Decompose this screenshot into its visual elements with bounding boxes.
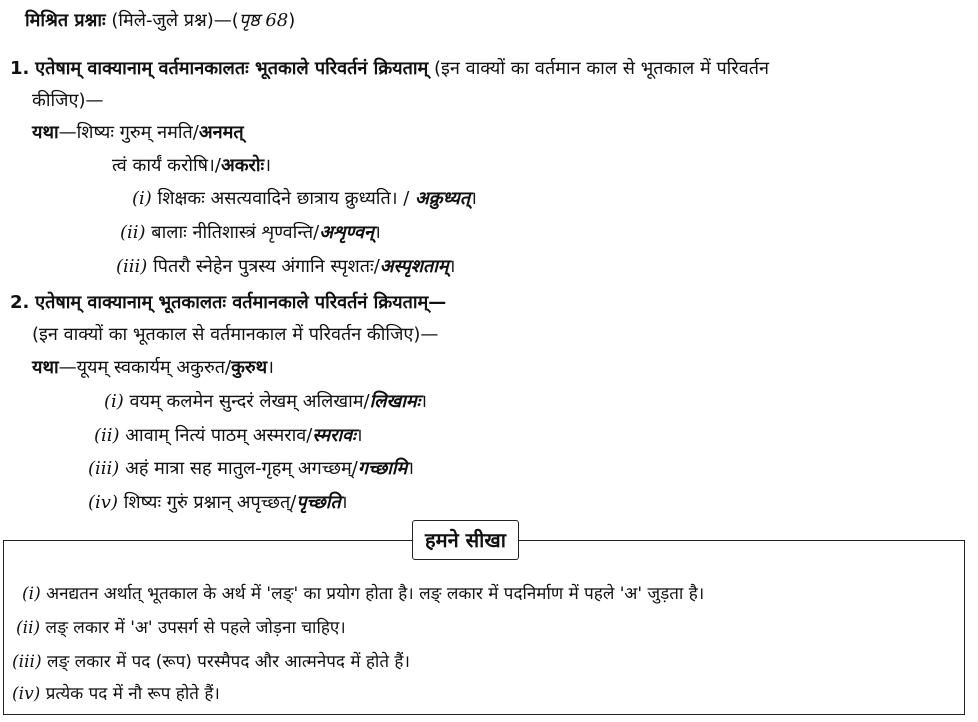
point-text: लङ् लकार में 'अ' उपसर्ग से पहले जोड़ना चाहिए। [45,618,346,638]
q1-example-2-text: त्वं कार्यं करोषि।/ [112,155,221,176]
item-end: । [448,256,456,277]
item-text: शिष्यः गुरुं प्रश्नान् अपृच्छत्/ [123,492,297,513]
q2-example-label: यथा [32,357,59,378]
item-end: । [340,492,348,513]
q1-example-label: यथा [32,122,59,143]
q2-example-text: —यूयम् स्वकार्यम् अकुरुत/ [58,357,232,378]
list-item [116,256,456,279]
item-answer: गच्छामि [357,458,408,479]
item-answer: अस्पृशताम् [379,256,449,277]
item-end: । [374,222,381,243]
item-text: बालाः नीतिशास्त्रं शृण्वन्ति/ [151,222,320,243]
q1-note-a: (इन वाक्यों का वर्तमान काल से भूतकाल में परिवर्तन [434,58,769,79]
q2-example [32,357,274,380]
item-answer: स्मरावः [312,425,356,446]
list-item [120,222,381,245]
item-index: (ii) [94,425,120,446]
item-answer: अशृण्वन् [319,222,375,243]
item-index: (iv) [88,492,118,513]
item-answer: लिखामः [369,391,421,412]
q1-example-2-answer: अकरोः [220,155,265,176]
point-index: (ii) [16,618,41,638]
q1-example-1 [32,122,244,145]
learned-point [12,652,410,673]
q2-title: एतेषाम् वाक्यानाम् भूतकालतः वर्तमानकाले परिवर्तनं क्रियताम्— [35,292,447,313]
item-text: वयम् कलमेन सुन्दरं लेखम् अलिखाम/ [129,391,370,412]
item-end: । [407,458,415,479]
q2-example-answer: कुरुथ [231,357,268,378]
point-index: (iii) [12,652,42,672]
q2-number: 2. [10,292,30,313]
item-end: । [355,425,363,446]
q1-title-line [10,58,769,81]
list-item [88,458,414,481]
heading-page-ref: पृष्ठ 68 [238,10,289,31]
item-index: (iii) [116,256,148,277]
item-index: (i) [132,188,152,209]
heading-sub: (मिले-जुले प्रश्न)—( [111,10,239,31]
q1-title: एतेषाम् वाक्यानाम् वर्तमानकालतः भूतकाले परिवर्तनं क्रियताम् [35,58,429,79]
item-end: । [420,391,428,412]
q2-title-line [10,292,446,315]
item-answer: पृच्छति [296,492,341,513]
q1-number: 1. [10,58,30,79]
item-index: (i) [104,391,124,412]
item-index: (iii) [88,458,120,479]
item-text: अहं मात्रा सह मातुल-गृहम् अगच्छम्/ [125,458,358,479]
q1-example-1-answer: अनमत् [198,122,244,143]
list-item [132,188,477,211]
learned-point [12,684,220,705]
q1-example-2-end: । [264,155,272,176]
heading-label: मिश्रित प्रश्नाः [25,10,106,31]
list-item [88,492,348,515]
q1-example-2 [112,155,271,178]
list-item [104,391,427,414]
q2-example-end: । [267,357,274,378]
q1-note-b: कीजिए)— [32,90,104,111]
point-index: (i) [22,584,41,604]
list-item [94,425,363,448]
section-heading [25,10,295,33]
item-text: शिक्षकः असत्यवादिने छात्राय क्रुध्यति। / [157,188,416,209]
point-text: प्रत्येक पद में नौ रूप होते हैं। [45,684,220,704]
point-text: अनद्यतन अर्थात् भूतकाल के अर्थ में 'लङ्' का प्रयोग होता है। लङ् लकार में पदनिर्माण में पहले 'अ' जुड़ता है। [46,584,705,604]
point-index: (iv) [12,684,41,704]
item-text: पितरौ स्नेहेन पुत्रस्य अंगानि स्पृशतः/ [153,256,380,277]
item-text: आवाम् नित्यं पाठम् अस्मराव/ [125,425,313,446]
learned-point [16,618,346,639]
q1-example-1-text: —शिष्यः गुरुम् नमति/ [58,122,199,143]
item-end: । [470,188,477,209]
q2-note: (इन वाक्यों का भूतकाल से वर्तमानकाल में परिवर्तन कीजिए)— [32,324,439,345]
heading-close: ) [288,10,296,31]
learned-point [22,584,704,605]
point-text: लङ् लकार में पद (रूप) परस्मैपद और आत्मनेपद में होते हैं। [46,652,410,672]
item-answer: अक्रुध्यत् [415,188,471,209]
item-index: (ii) [120,222,146,243]
learned-title: हमने सीखा [412,520,519,560]
